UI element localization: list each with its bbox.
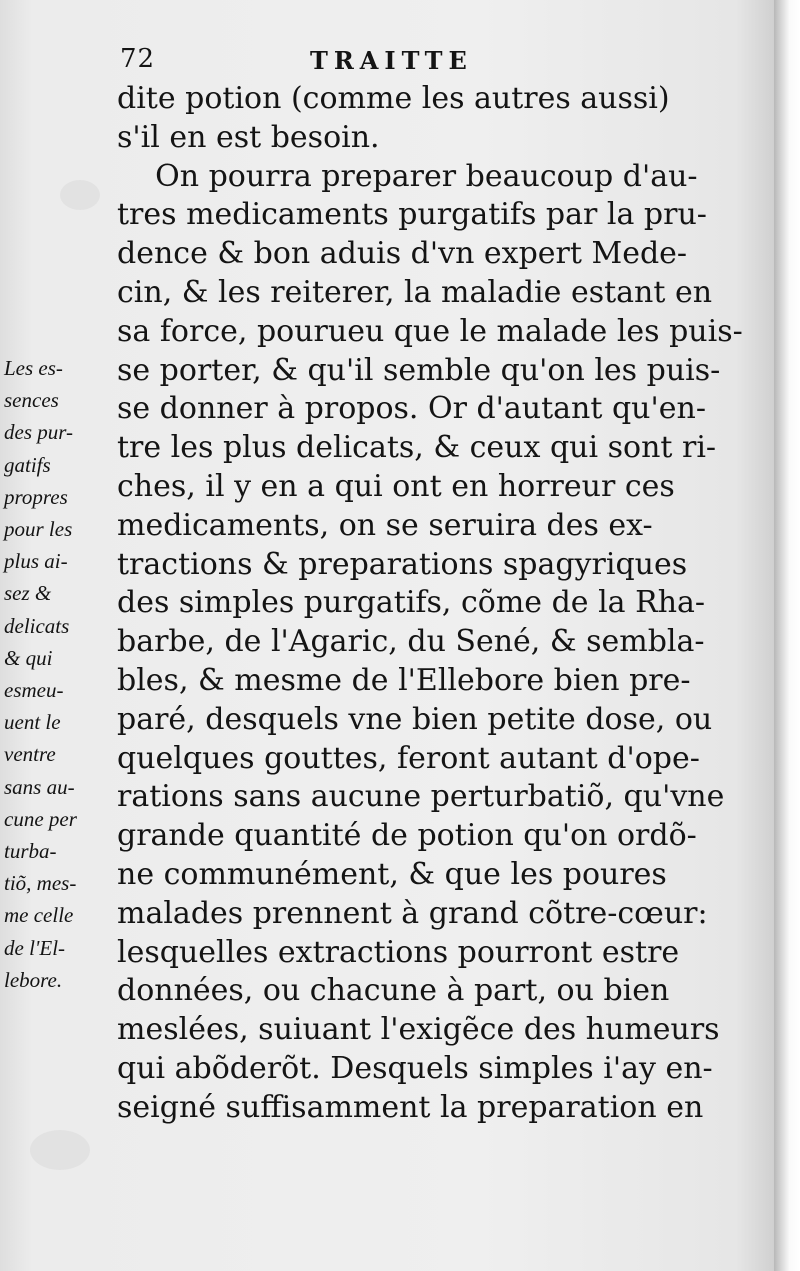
text-line: quelques gouttes, feront autant d'ope- — [117, 740, 700, 776]
margin-note-line: cune per — [4, 806, 77, 831]
text-line: sa force, pourueu que le malade les puis- — [117, 313, 743, 349]
margin-note-line: gatifs — [4, 452, 51, 477]
margin-note-line: ventre — [4, 742, 56, 767]
text-line: medicaments, on se seruira des ex- — [117, 507, 653, 543]
page-number: 72 — [120, 44, 156, 74]
paper-stain — [60, 180, 100, 210]
margin-note-line: delicats — [4, 613, 70, 638]
text-line: malades prennent à grand cõtre-cœur: — [117, 895, 708, 931]
margin-note-line: des pur- — [4, 420, 73, 445]
text-line: tres medicaments purgatifs par la pru- — [117, 197, 707, 233]
margin-note-line: Les es- — [4, 356, 63, 380]
margin-note-line: plus ai- — [4, 549, 68, 574]
margin-note-line: sans au- — [4, 774, 75, 799]
page-gutter — [774, 0, 800, 1271]
margin-note-line: uent le — [4, 710, 61, 735]
margin-note-line: & qui — [4, 645, 53, 670]
margin-note — [4, 352, 116, 996]
text-line: grande quantité de potion qu'on ordõ- — [117, 818, 697, 854]
text-line: lesquelles extractions pourront estre — [117, 934, 680, 970]
margin-note-line: esmeu- — [4, 678, 64, 703]
text-line: données, ou chacune à part, ou bien — [117, 973, 670, 1009]
paper-stain — [30, 1130, 90, 1170]
text-line: des simples purgatifs, cõme de la Rha- — [117, 585, 706, 621]
text-line: dite potion (comme les autres aussi) — [117, 81, 670, 116]
page-header — [120, 44, 700, 84]
text-line: dence & bon aduis d'vn expert Mede- — [117, 236, 688, 272]
text-line: seigné suffisamment la preparation en — [117, 1089, 704, 1125]
margin-note-line: pour les — [4, 517, 73, 542]
text-line: rations sans aucune perturbatiõ, qu'vne — [117, 779, 725, 815]
text-line: barbe, de l'Agaric, du Sené, & sembla- — [117, 624, 705, 660]
text-line: cin, & les reiterer, la maladie estant en — [117, 274, 713, 310]
text-line: ne communément, & que les poures — [117, 856, 667, 892]
text-line: se porter, & qu'il semble qu'on les puis- — [117, 352, 721, 388]
text-line: qui abõderõt. Desquels simples i'ay en- — [117, 1050, 713, 1086]
text-line: tre les plus delicats, & ceux qui sont ri- — [117, 430, 717, 466]
margin-note-line: tiõ, mes- — [4, 871, 77, 896]
text-line: meslées, suiuant l'exigẽce des humeurs — [117, 1012, 720, 1048]
margin-note-line: lebore. — [4, 967, 63, 992]
margin-note-line: me celle — [4, 903, 74, 928]
text-line: se donner à propos. Or d'autant qu'en- — [117, 391, 706, 427]
text-line: tractions & preparations spagyriques — [117, 546, 688, 582]
text-line: ches, il y en a qui ont en horreur ces — [117, 468, 675, 504]
margin-note-line: sez & — [4, 581, 52, 606]
body-text — [117, 80, 743, 1128]
margin-note-line: de l'El- — [4, 935, 66, 960]
margin-note-line: sences — [4, 388, 59, 413]
text-line: On pourra preparer beaucoup d'au- — [117, 158, 698, 194]
margin-note-line: turba- — [4, 839, 57, 864]
margin-note-line: propres — [4, 484, 68, 509]
text-line: bles, & mesme de l'Ellebore bien pre- — [117, 662, 691, 698]
running-head: TRAITTE — [310, 46, 473, 75]
text-line: s'il en est besoin. — [117, 119, 380, 155]
text-line: paré, desquels vne bien petite dose, ou — [117, 701, 713, 737]
